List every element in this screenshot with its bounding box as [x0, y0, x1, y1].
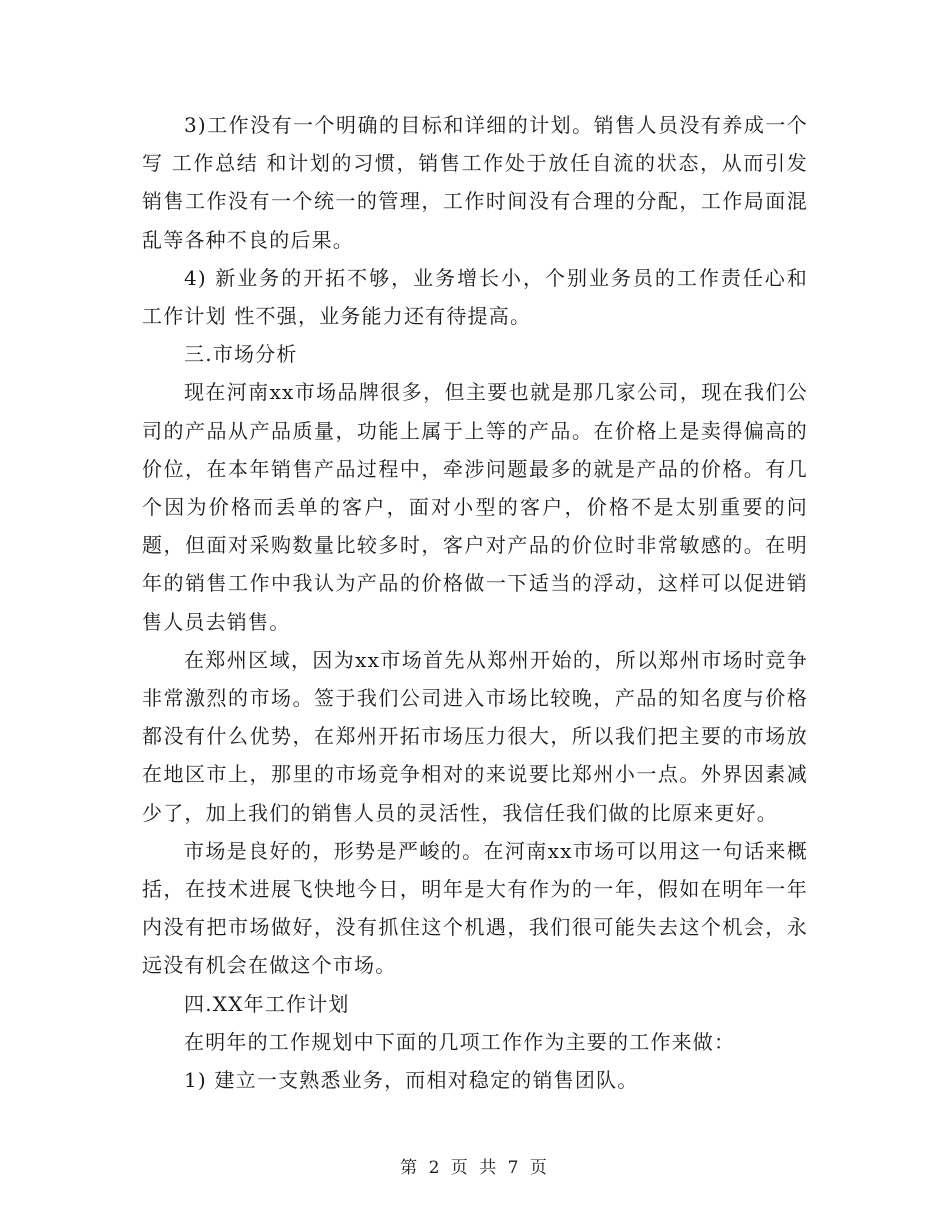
paragraph-plan-intro: 在明年的工作规划中下面的几项工作作为主要的工作来做：	[184, 1029, 736, 1054]
section-heading-work-plan: 四.XX年工作计划	[184, 991, 350, 1016]
paragraph-market-brands-price: 现在河南xx市场品牌很多，但主要也就是那几家公司，现在我们公司的产品从产品质量，功能上属于上等的产品。在价格上是卖得偏高的价位，在本年销售产品过程中，牵涉问题最多的就是产品的价格。有几个因为价格而丢单的客户，面对小型的客户，价格不是太别重要的问题，但面对采购数量比较多时，客户对产品的价位时非常敏感的。在明年的销售工作中我认为产品的价格做一下适当的浮动，这样可以促进销售人员去销售。	[142, 380, 808, 634]
paragraph-plan-item-1: 1) 建立一支熟悉业务，而相对稳定的销售团队。	[184, 1068, 639, 1093]
paragraph-zhengzhou-region: 在郑州区域，因为xx市场首先从郑州开始的，所以郑州市场时竞争非常激烈的市场。签于我们公司进入市场比较晚，产品的知名度与价格都没有什么优势，在郑州开拓市场压力很大，所以我们把主要的市场放在地区市上，那里的市场竞争相对的来说要比郑州小一点。外界因素减少了，加上我们的销售人员的灵活性，我信任我们做的比原来更好。	[142, 647, 808, 825]
page-number-footer: 第 2 页 共 7 页	[400, 1158, 550, 1178]
paragraph-work-plan-issue-3: 3)工作没有一个明确的目标和详细的计划。销售人员没有养成一个写 工作总结 和计划的习惯，销售工作处于放任自流的状态，从而引发销售工作没有一个统一的管理，工作时间没有合理的分配，工作局面混乱等各种不良的后果。	[142, 113, 808, 252]
paragraph-business-issue-4: 4) 新业务的开拓不够，业务增长小，个别业务员的工作责任心和工作计划 性不强，业务能力还有待提高。	[142, 265, 808, 329]
section-heading-market-analysis: 三.市场分析	[184, 342, 298, 367]
paragraph-market-outlook: 市场是良好的，形势是严峻的。在河南xx市场可以用这一句话来概括，在技术进展飞快地今日，明年是大有作为的一年，假如在明年一年内没有把市场做好，没有抓住这个机遇，我们很可能失去这个机会，永远没有机会在做这个市场。	[142, 838, 808, 978]
document-body	[142, 106, 808, 1099]
